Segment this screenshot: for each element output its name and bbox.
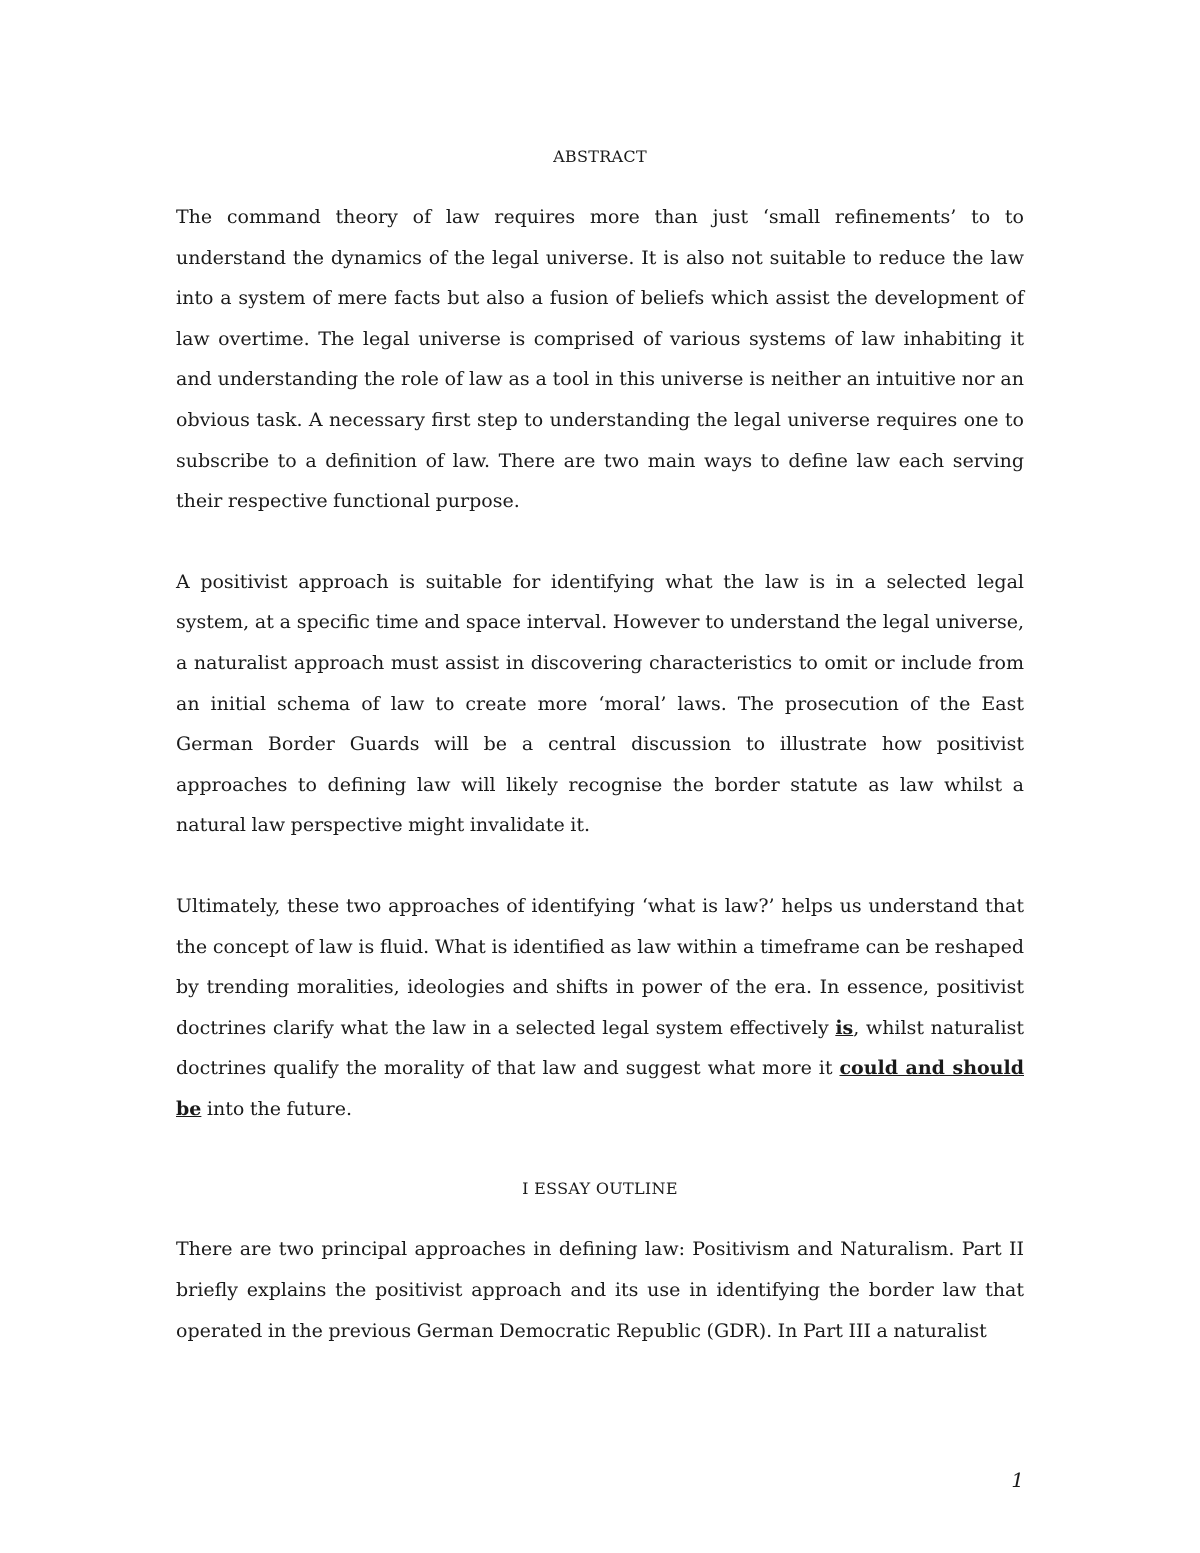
abstract-paragraph-2: A positivist approach is suitable for identifying what the law is in a selected legal system, at a specific time and space interval. However to understand the legal universe, a naturalist approach must assist in discovering characteristics to omit or include from an initial schema of law to create more ‘moral’ laws. The prosecution of the East German Border Guards will be a central discussion to illustrate how positivist approaches to defining law will likely recognise the border statute as law whilst a natural law perspective might invalidate it. (176, 570, 1024, 837)
abstract-paragraph-1: The command theory of law requires more than just ‘small refinements’ to to understand the dynamics of the legal universe. It is also not suitable to reduce the law into a system of mere facts but also a fusion of beliefs which assist the development of law overtime. The legal universe is comprised of various systems of law inhabiting it and understanding the role of law as a tool in this universe is neither an intuitive nor an obvious task. A necessary first step to understanding the legal universe requires one to subscribe to a definition of law. There are two main ways to define law each serving their respective functional purpose. (176, 206, 1024, 513)
emphasis-could-and-should-be: could and should be (176, 1057, 1024, 1120)
abstract-heading: ABSTRACT (553, 147, 647, 166)
essay-outline-heading: I ESSAY OUTLINE (522, 1179, 678, 1199)
paragraph-3-text-c: into the future. (201, 1097, 353, 1120)
emphasis-is: is (835, 1016, 854, 1039)
paragraph-3-text-b: , whilst naturalist doctrines qualify the morality of that law and suggest what more it (176, 1016, 1024, 1080)
abstract-paragraph-3 (176, 886, 1024, 1130)
page-content (176, 137, 1024, 1351)
page-number: 1 (1011, 1468, 1024, 1492)
paragraph-3-text-a: Ultimately, these two approaches of identifying ‘what is law?’ helps us understand that the concept of law is fluid. What is identified as law within a timeframe can be reshaped by trending moralities, ideologies and shifts in power of the era. In essence, positivist doctrines clarify what the law in a selected legal system effectively (176, 894, 1024, 1039)
outline-paragraph-1: There are two principal approaches in defining law: Positivism and Naturalism. Part II briefly explains the positivist approach and its use in identifying the border law that operated in the previous German Democratic Republic (GDR). In Part III a naturalist (176, 1238, 1024, 1342)
